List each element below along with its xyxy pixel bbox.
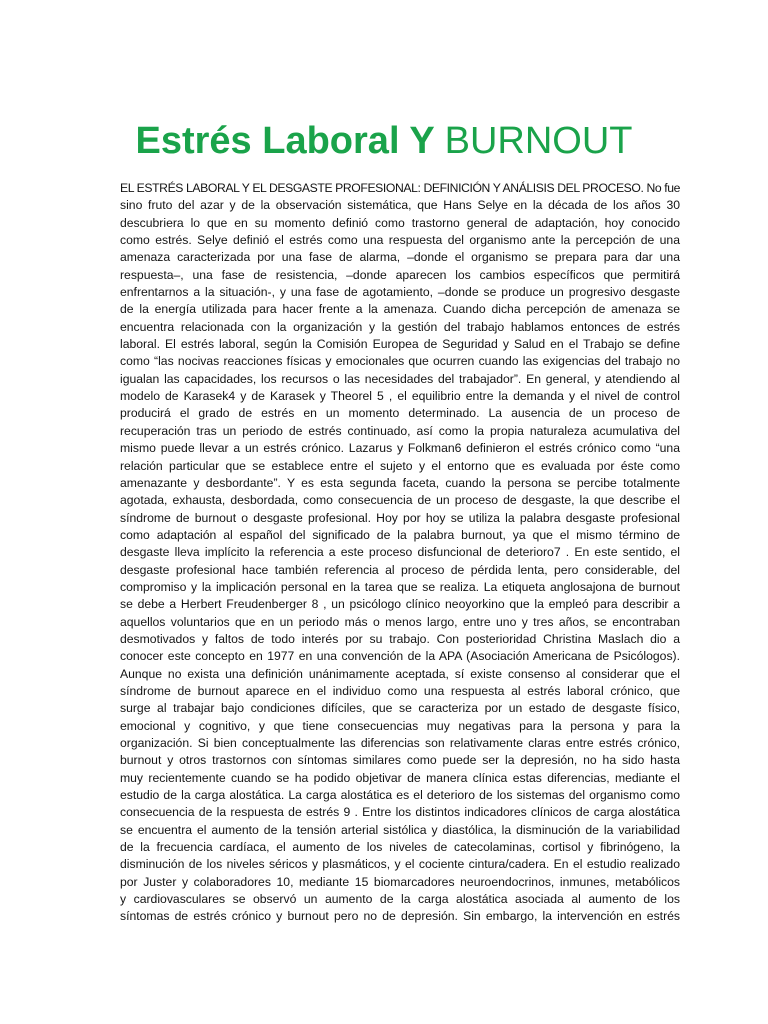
text-line: como adaptación al español del significado de la palabra burnout, ya que el mismo término de	[120, 527, 680, 542]
text-line: respuesta–, una fase de resistencia, –donde aparecen los cambios específicos que permitirá	[120, 267, 680, 282]
text-line: desgaste profesional hace también referencia al proceso de pérdida lenta, pero considerable, del	[120, 562, 680, 577]
title-bold-part: Estrés Laboral Y	[135, 120, 435, 163]
text-line: relación particular que se establece entre el sujeto y el entorno que es evaluada por éste como	[120, 458, 680, 473]
text-line: recuperación tras un periodo de estrés continuado, así como la propia naturaleza acumulativa del	[120, 423, 680, 438]
text-line: estudio de la carga alostática. La carga alostática es el deterioro de los sistemas del organismo como	[120, 788, 680, 803]
text-line: descubriera lo que en su momento definió como trastorno general de adaptación, hoy conocido	[120, 215, 680, 230]
body-paragraph	[120, 180, 680, 926]
text-line: amenaza caracterizada por una fase de alarma, –donde el organismo se prepara para dar una	[120, 250, 680, 265]
text-line: aquellos voluntarios que en un periodo más o menos largo, entre uno y tres años, se encontraban	[120, 614, 680, 629]
text-line: desmotivados y faltos de todo interés por su trabajo. Con posterioridad Christina Maslach dio a	[120, 631, 680, 646]
text-line: burnout y otros trastornos con síntomas similares como puede ser la depresión, no ha sido hasta	[120, 753, 680, 768]
text-line: igualan las capacidades, los recursos o las necesidades del trabajador”. En general, y atendiendo al	[120, 371, 680, 386]
text-line: compromiso y la implicación personal en la tarea que se realiza. La etiqueta anglosajona de burnout	[120, 579, 680, 594]
text-line: consecuencia de la respuesta de estrés 9 . Entre los distintos indicadores clínicos de carga alostática	[120, 805, 680, 820]
text-line: se debe a Herbert Freudenberger 8 , un psicólogo clínico neoyorkino que la empleó para describir a	[120, 597, 680, 612]
text-line: y cardiovasculares se observó un aumento de la carga alostática asociada al aumento de los	[120, 892, 680, 907]
text-line: disminución de los niveles séricos y plasmáticos, y el cociente cintura/cadera. En el estudio realizado	[120, 857, 680, 872]
text-line: de la frecuencia cardíaca, el aumento de los niveles de catecolaminas, cortisol y fibrinógeno, la	[120, 840, 680, 855]
text-line: se encuentra el aumento de la tensión arterial sistólica y diastólica, la disminución de la variabilidad	[120, 822, 680, 837]
text-line: de la energía utilizada para hacer frente a la amenaza. Cuando dicha percepción de amenaza se	[120, 302, 680, 317]
text-line: Aunque no exista una definición unánimamente aceptada, sí existe consenso al considerar que el	[120, 666, 680, 681]
text-line: como estrés. Selye definió el estrés como una respuesta del organismo ante la percepción de una	[120, 233, 680, 248]
text-line: modelo de Karasek4 y de Karasek y Theorel 5 , el equilibrio entre la demanda y el nivel de control	[120, 389, 680, 404]
text-line: amenazante y desbordante”. Y es esta segunda faceta, cuando la persona se percibe totalmente	[120, 475, 680, 490]
text-line: síntomas de estrés crónico y burnout pero no de depresión. Sin embargo, la intervención en estrés	[120, 909, 680, 924]
text-line: surge al trabajar bajo condiciones difíciles, que se caracteriza por un estado de desgaste físico,	[120, 701, 680, 716]
text-line: emocional y cognitivo, y que tiene consecuencias muy negativas para la persona y para la	[120, 718, 680, 733]
text-line: muy recientemente cuando se ha podido objetivar de manera clínica estas diferencias, mediante el	[120, 770, 680, 785]
text-line: por Juster y colaboradores 10, mediante 15 biomarcadores neuroendocrinos, inmunes, metabólicos	[120, 874, 680, 889]
text-line: conocer este concepto en 1977 en una convención de la APA (Asociación Americana de Psicólogos).	[120, 649, 680, 664]
text-line: laboral. El estrés laboral, según la Comisión Europea de Seguridad y Salud en el Trabajo se define	[120, 337, 680, 352]
text-line: agotada, exhausta, desbordada, como consecuencia de un proceso de desgaste, la que describe el	[120, 493, 680, 508]
text-line: encuentra relacionada con la organización y la gestión del trabajo hablamos entonces de estrés	[120, 319, 680, 334]
text-line: mismo puede llevar a un estrés crónico. Lazarus y Folkman6 definieron el estrés crónico como “una	[120, 441, 680, 456]
text-line: organización. Si bien conceptualmente las diferencias son relativamente claras entre estrés crónico,	[120, 736, 680, 750]
text-line: EL ESTRÉS LABORAL Y EL DESGASTE PROFESIONAL: DEFINICIÓN Y ANÁLISIS DEL PROCESO. No fue	[120, 181, 681, 195]
text-line: producirá el grado de estrés en un momento determinado. La ausencia de un proceso de	[120, 406, 680, 421]
text-line: como “las nocivas reacciones físicas y emocionales que ocurren cuando las exigencias del trabajo no	[120, 354, 680, 369]
text-line: desgaste lleva implícito la referencia a este proceso disfuncional de deterioro7 . En este sentido, el	[120, 545, 680, 560]
text-line: síndrome de burnout o desgaste profesional. Hoy por hoy se utiliza la palabra desgaste profesional	[120, 510, 680, 525]
text-line: enfrentarnos a la situación-, y una fase de agotamiento, –donde se produce un progresivo desgaste	[120, 285, 680, 300]
text-line: sino fruto del azar y de la observación sistemática, que Hans Selye en la década de los años 30	[120, 198, 680, 213]
title-normal-part: BURNOUT	[444, 120, 633, 163]
document-title	[0, 113, 768, 169]
text-line: síndrome de burnout aparece en el individuo como una respuesta al estrés laboral crónico, que	[120, 683, 680, 698]
